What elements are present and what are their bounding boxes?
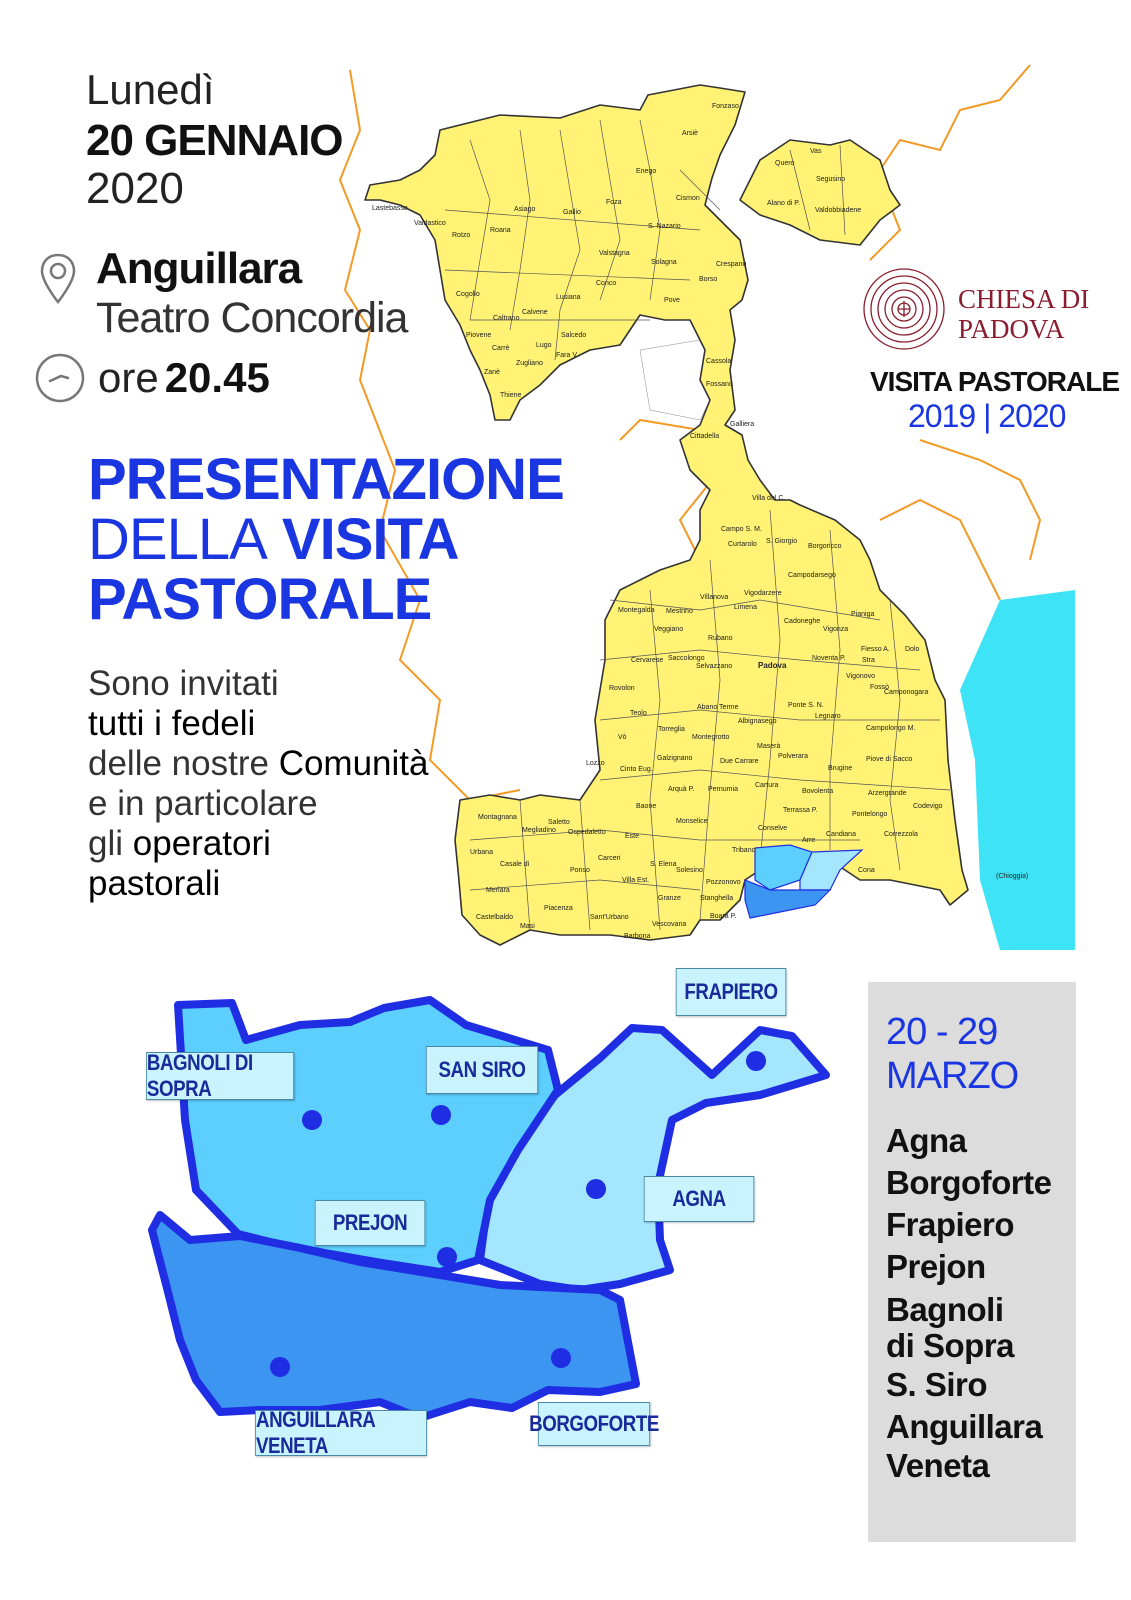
title-line2 [88,507,564,572]
svg-text:Ponso: Ponso [570,867,590,874]
label-san-siro: SAN SIRO [426,1046,538,1094]
svg-text:Fonzaso: Fonzaso [712,103,739,110]
svg-text:Montagnana: Montagnana [478,814,517,821]
svg-text:Terrassa P.: Terrassa P. [783,807,818,814]
svg-text:Galzignano: Galzignano [657,755,693,762]
label-frapiero: FRAPIERO [676,968,787,1016]
svg-text:Vigodarzere: Vigodarzere [744,590,782,597]
time-prefix: ore [98,354,159,401]
svg-text:Lugo: Lugo [536,342,552,349]
svg-text:Fiesso A.: Fiesso A. [861,646,890,653]
parish-item: di Sopra [886,1327,1015,1364]
invite-line6: pastorali [88,864,221,903]
svg-text:Villanova: Villanova [700,594,729,601]
parish-item: Veneta [886,1447,990,1484]
label-agna: AGNA [644,1176,755,1222]
svg-text:Limena: Limena [734,604,757,611]
svg-text:Padova: Padova [758,661,787,670]
parish-list [886,1120,1051,1484]
location-pin-icon [38,252,78,306]
svg-text:Noventa P.: Noventa P. [812,655,846,662]
svg-text:Selvazzano: Selvazzano [696,663,733,670]
invite-line5 [88,824,428,864]
svg-text:Bovolenta: Bovolenta [802,788,834,795]
invitation-text [88,664,428,904]
svg-text:Camponogara: Camponogara [884,689,929,696]
svg-text:Correzzola: Correzzola [884,831,918,838]
svg-text:Saletto: Saletto [548,819,570,826]
svg-text:Maserà: Maserà [757,743,781,750]
svg-text:Cittadella: Cittadella [690,433,720,440]
svg-text:Teolo: Teolo [630,710,647,717]
svg-text:Arre: Arre [802,837,816,844]
svg-text:Segusino: Segusino [816,176,846,183]
svg-text:Castelbaldo: Castelbaldo [476,914,513,921]
logo-name-line2: PADOVA [958,314,1065,344]
title-line3: PASTORALE [88,567,432,632]
title-line2-light: DELLA [88,507,267,572]
svg-text:Vigonovo: Vigonovo [846,673,876,680]
svg-text:Villa del C.: Villa del C. [752,495,786,502]
svg-text:Cinto Eug.: Cinto Eug. [620,766,653,773]
svg-text:Montegalda: Montegalda [618,607,655,614]
svg-text:Boara P.: Boara P. [710,913,737,920]
svg-text:Candiana: Candiana [826,831,856,838]
svg-text:Megliadino: Megliadino [522,827,556,834]
svg-text:Merlara: Merlara [486,887,510,894]
svg-text:Lastebasse: Lastebasse [372,205,408,212]
svg-text:Thiene: Thiene [500,392,522,399]
svg-text:Brugine: Brugine [828,765,853,772]
svg-text:Casale di: Casale di [500,861,530,868]
svg-text:Monselice: Monselice [676,818,708,825]
svg-text:Baone: Baone [636,803,657,810]
invite-line5b: operatori [132,824,271,863]
visita-pastorale-label: VISITA PASTORALE [870,366,1119,397]
svg-text:Cismon: Cismon [676,195,700,202]
svg-text:Alano di P.: Alano di P. [767,200,800,207]
svg-text:Salcedo: Salcedo [561,332,587,339]
highlighted-vicariate [745,845,862,918]
svg-text:Rubano: Rubano [708,635,733,642]
svg-text:Abano Terme: Abano Terme [697,704,739,711]
svg-text:Lusiana: Lusiana [556,294,581,301]
svg-text:Pianiga: Pianiga [851,611,875,618]
svg-text:Cartura: Cartura [755,782,779,789]
parish-item: Prejon [886,1248,986,1285]
svg-text:Curtarolo: Curtarolo [728,541,757,548]
invite-line3 [88,744,428,784]
svg-text:Montegrotto: Montegrotto [692,734,730,741]
svg-text:(Chioggia): (Chioggia) [996,873,1029,880]
svg-text:Piove di Sacco: Piove di Sacco [866,756,913,763]
svg-text:Enego: Enego [636,168,657,175]
svg-text:Piacenza: Piacenza [544,905,573,912]
invite-line2: tutti i fedeli [88,704,256,743]
label-prejon: PREJON [315,1200,426,1246]
event-date: 20 GENNAIO [86,116,343,165]
svg-text:Vò: Vò [618,734,627,741]
svg-text:Villa Est.: Villa Est. [622,877,650,884]
svg-text:Veggiano: Veggiano [654,626,684,633]
svg-text:S. Giorgio: S. Giorgio [766,538,798,545]
svg-text:Carrè: Carrè [492,345,510,352]
parish-item: Borgoforte [886,1164,1052,1201]
svg-text:Conco: Conco [596,280,617,287]
svg-text:Borgoricco: Borgoricco [808,543,842,550]
svg-text:Conselve: Conselve [758,825,788,832]
svg-text:Sant'Urbano: Sant'Urbano [590,914,629,921]
svg-text:Ponte S. N.: Ponte S. N. [788,702,824,709]
svg-text:Valdobbiadene: Valdobbiadene [815,207,862,214]
parish-item: S. Siro [886,1366,988,1403]
svg-text:Crespano: Crespano [716,261,747,268]
time-value: 20.45 [164,354,270,401]
svg-text:Dolo: Dolo [905,646,920,653]
svg-text:Stra: Stra [862,657,875,664]
svg-text:Arsiè: Arsiè [682,130,698,137]
svg-text:Rotzo: Rotzo [452,232,471,239]
title-line2-bold: VISITA [281,507,459,572]
svg-text:Urbana: Urbana [470,849,493,856]
invite-line3b: Comunità [278,744,429,783]
svg-text:Zugliano: Zugliano [516,360,543,367]
svg-text:Caltrano: Caltrano [493,315,520,322]
visit-dates [886,1010,1018,1098]
svg-text:Due Carrare: Due Carrare [720,758,759,765]
svg-text:Ospedaletto: Ospedaletto [568,829,606,836]
svg-text:Vas: Vas [810,148,822,155]
svg-text:Valdastico: Valdastico [414,220,446,227]
svg-text:Carceri: Carceri [598,855,621,862]
svg-text:Vigonza: Vigonza [823,626,849,633]
svg-text:Fossò: Fossò [870,684,890,691]
svg-text:Rovolon: Rovolon [609,685,635,692]
svg-text:Cadoneghe: Cadoneghe [784,618,821,625]
sea-area [960,590,1075,950]
svg-text:Cona: Cona [858,867,875,874]
svg-text:Zanè: Zanè [484,369,500,376]
svg-text:Codevigo: Codevigo [913,803,943,810]
event-weekday: Lunedì [86,66,215,113]
svg-text:Torreglia: Torreglia [658,726,685,733]
svg-text:Solagna: Solagna [651,259,677,266]
event-town: Anguillara [96,244,302,293]
visit-month: MARZO [886,1055,1019,1097]
parish-item: Anguillara [886,1408,1043,1445]
svg-text:Mestrino: Mestrino [666,608,693,615]
chiesa-di-padova-logo [860,266,960,352]
svg-text:Barbona: Barbona [624,933,651,940]
svg-text:Saccolongo: Saccolongo [668,655,705,662]
svg-text:S. Nazario: S. Nazario [648,223,681,230]
svg-text:Pernumia: Pernumia [708,786,738,793]
svg-text:Granze: Granze [658,895,681,902]
event-venue: Teatro Concordia [96,294,408,342]
invite-line1: Sono invitati [88,664,279,703]
label-borgoforte: BORGOFORTE [538,1402,650,1446]
event-title [88,447,564,632]
svg-text:Quero: Quero [775,160,795,167]
svg-text:Fossano: Fossano [706,381,733,388]
event-time [98,354,270,402]
svg-text:Lozzo: Lozzo [586,760,605,767]
svg-text:Solesino: Solesino [676,867,703,874]
svg-text:Campo S. M.: Campo S. M. [721,526,762,533]
svg-text:Pove: Pove [664,297,680,304]
svg-text:Masi: Masi [520,923,535,930]
svg-text:Asiago: Asiago [514,206,536,213]
svg-text:Gallio: Gallio [563,209,581,216]
label-anguillara-veneta: ANGUILLARA VENETA [255,1410,427,1456]
svg-text:Roana: Roana [490,227,511,234]
event-year: 2020 [86,164,184,213]
visit-days: 20 - 29 [886,1011,998,1053]
svg-text:Galliera: Galliera [730,421,755,428]
svg-text:Campolongo M.: Campolongo M. [866,725,916,732]
svg-text:Albignasego: Albignasego [738,718,777,725]
svg-text:Stanghella: Stanghella [700,895,734,902]
svg-text:Vescovana: Vescovana [652,921,687,928]
svg-text:Pontelongo: Pontelongo [852,811,888,818]
svg-text:Arquà P.: Arquà P. [668,786,695,793]
clock-icon [34,352,86,404]
parish-item: Frapiero [886,1206,1015,1243]
svg-text:Cassola: Cassola [706,358,732,365]
svg-text:S. Elena: S. Elena [650,861,677,868]
svg-text:Calvene: Calvene [522,309,548,316]
invite-line3a: delle nostre [88,744,269,783]
parish-item: Bagnoli [886,1291,1004,1328]
invite-line5a: gli [88,824,124,863]
svg-text:Borso: Borso [699,276,718,283]
label-bagnoli-di-sopra: BAGNOLI DI SOPRA [146,1052,294,1100]
svg-text:Fara V.: Fara V. [556,352,579,359]
svg-text:Cervarese: Cervarese [631,657,664,664]
svg-text:Piovene: Piovene [466,332,492,339]
svg-text:Este: Este [625,833,640,840]
svg-text:Pozzonovo: Pozzonovo [706,879,741,886]
svg-text:Cogollo: Cogollo [456,291,480,298]
svg-text:Campodarsego: Campodarsego [788,572,836,579]
svg-text:Foza: Foza [606,199,622,206]
title-line1: PRESENTAZIONE [88,447,564,512]
invite-line4: e in particolare [88,784,318,823]
svg-text:Tribano: Tribano [732,847,756,854]
visita-years: 2019 | 2020 [908,398,1066,434]
logo-name-line1: CHIESA DI [958,284,1090,314]
parish-item: Agna [886,1122,967,1159]
svg-text:Valstagna: Valstagna [599,250,630,257]
svg-text:Arzergrande: Arzergrande [868,790,907,797]
svg-text:Polverara: Polverara [778,753,808,760]
logo-name [958,284,1089,344]
svg-text:Legnaro: Legnaro [815,713,841,720]
